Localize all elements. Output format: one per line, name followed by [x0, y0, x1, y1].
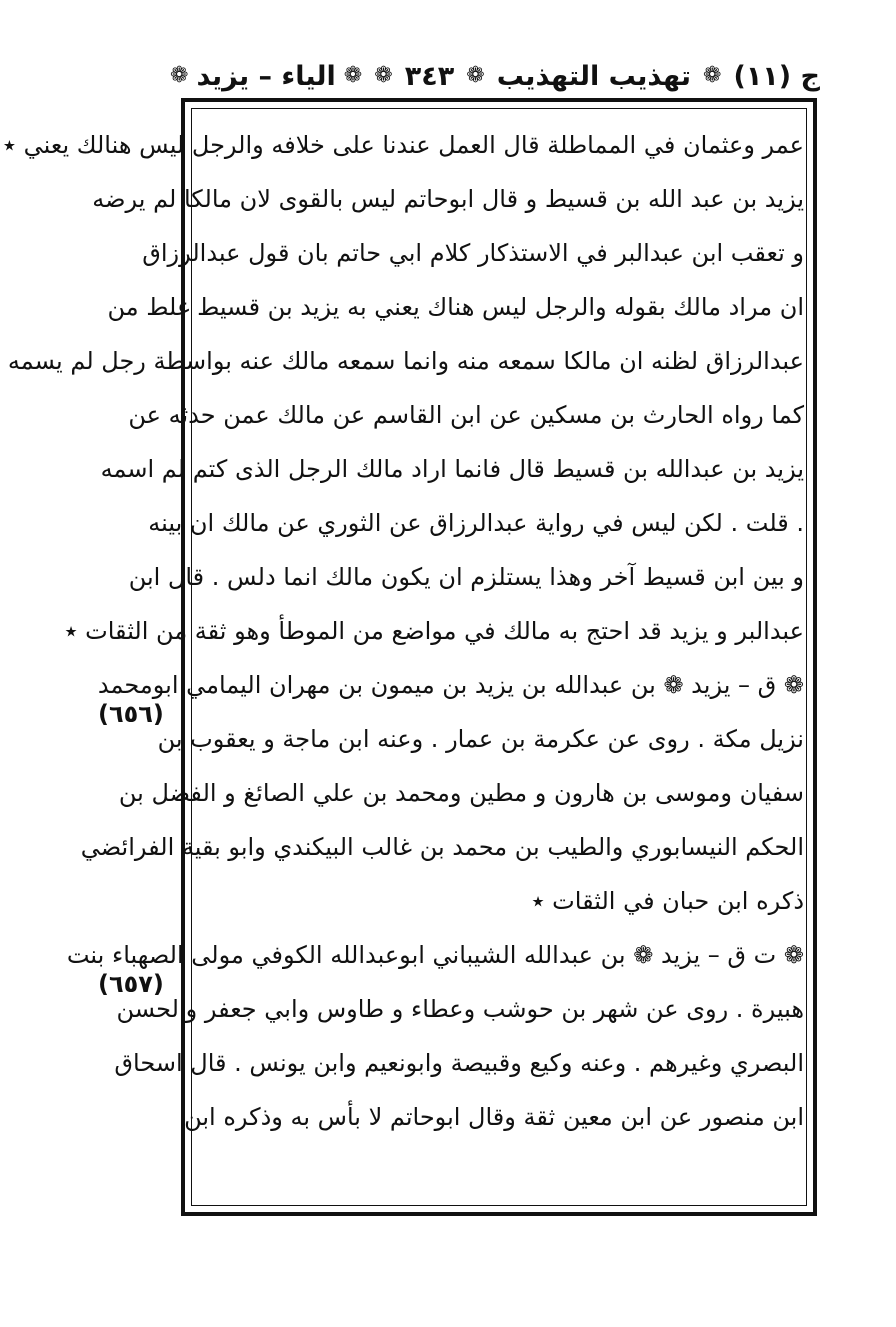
text-line: سفيان وموسى بن هارون و مطين ومحمد بن علي الصائغ و الفضل بن — [118, 779, 804, 807]
text-line: ان مراد مالك بقوله والرجل ليس هناك يعني به يزيد بن قسيط غلط من — [107, 293, 804, 321]
text-line: عبدالرزاق لظنه ان مالكا سمعه منه وانما سمعه مالك عنه بواسطة رجل لم يسمه — [7, 347, 804, 375]
header-ornament-4: ❁ — [343, 63, 363, 88]
entry-heading-line: ❁ ق – يزيد ❁ بن عبدالله بن يزيد بن ميمون بن مهران اليمامي ابومحمد — [97, 671, 804, 699]
header-page-number: ٣٤٣ — [404, 60, 455, 92]
entry-number-656: (٦٥٦) — [98, 700, 164, 728]
text-line: البصري وغيرهم . وعنه وكيع وقبيصة وابونعيم وابن يونس . قال اسحاق — [114, 1049, 804, 1077]
text-line: كما رواه الحارث بن مسكين عن ابن القاسم عن مالك عمن حدثه عن — [128, 401, 804, 429]
text-line: و بين ابن قسيط آخر وهذا يستلزم ان يكون مالك انما دلس . قال ابن — [128, 563, 804, 591]
text-line: ابن منصور عن ابن معين ثقة وقال ابوحاتم لا بأس به وذكره ابن — [184, 1103, 804, 1131]
header-section-group — [170, 61, 362, 92]
text-line: عمر وعثمان في المماطلة قال العمل عندنا على خلافه والرجل ليس هنالك يعني ٭ — [2, 131, 804, 159]
text-line: و تعقب ابن عبدالبر في الاستذكار كلام ابي حاتم بان قول عبدالرزاق — [142, 239, 804, 267]
text-line: يزيد بن عبد الله بن قسيط و قال ابوحاتم ليس بالقوى لان مالكا لم يرضه — [92, 185, 804, 213]
entry-heading-line: ❁ ت ق – يزيد ❁ بن عبدالله الشيباني ابوعبدالله الكوفي مولى الصهباء بنت — [66, 941, 804, 969]
text-line: . قلت . لكن ليس في رواية عبدالرزاق عن الثوري عن مالك ان بينه — [148, 509, 804, 537]
text-line: يزيد بن عبدالله بن قسيط قال فانما اراد مالك الرجل الذى كتم لم اسمه — [100, 455, 804, 483]
header-ornament-5: ❁ — [170, 63, 189, 88]
header-volume: ج (١١) — [733, 60, 820, 92]
header-section: الياء – يزيد — [196, 60, 336, 92]
text-line: نزيل مكة . روى عن عكرمة بن عمار . وعنه ابن ماجة و يعقوب بن — [157, 725, 804, 753]
header-ornament-3: ❁ — [374, 63, 393, 88]
header-book-title: تهذيب التهذيب — [496, 60, 691, 92]
header-ornament-2: ❁ — [466, 63, 485, 88]
header-ornament-1: ❁ — [703, 63, 722, 88]
text-line: ذكره ابن حبان في الثقات ٭ — [531, 887, 804, 915]
text-line: هبيرة . روى عن شهر بن حوشب وعطاء و طاوس وابي جعفر والحسن — [116, 995, 804, 1023]
text-line: الحكم النيسابوري والطيب بن محمد بن غالب البيكندي وابو بقية الفرائضي — [80, 833, 804, 861]
text-line: عبدالبر و يزيد قد احتج به مالك في مواضع من الموطأ وهو ثقة من الثقات ٭ — [64, 617, 804, 645]
entry-number-657: (٦٥٧) — [98, 970, 164, 998]
running-header — [170, 54, 820, 98]
